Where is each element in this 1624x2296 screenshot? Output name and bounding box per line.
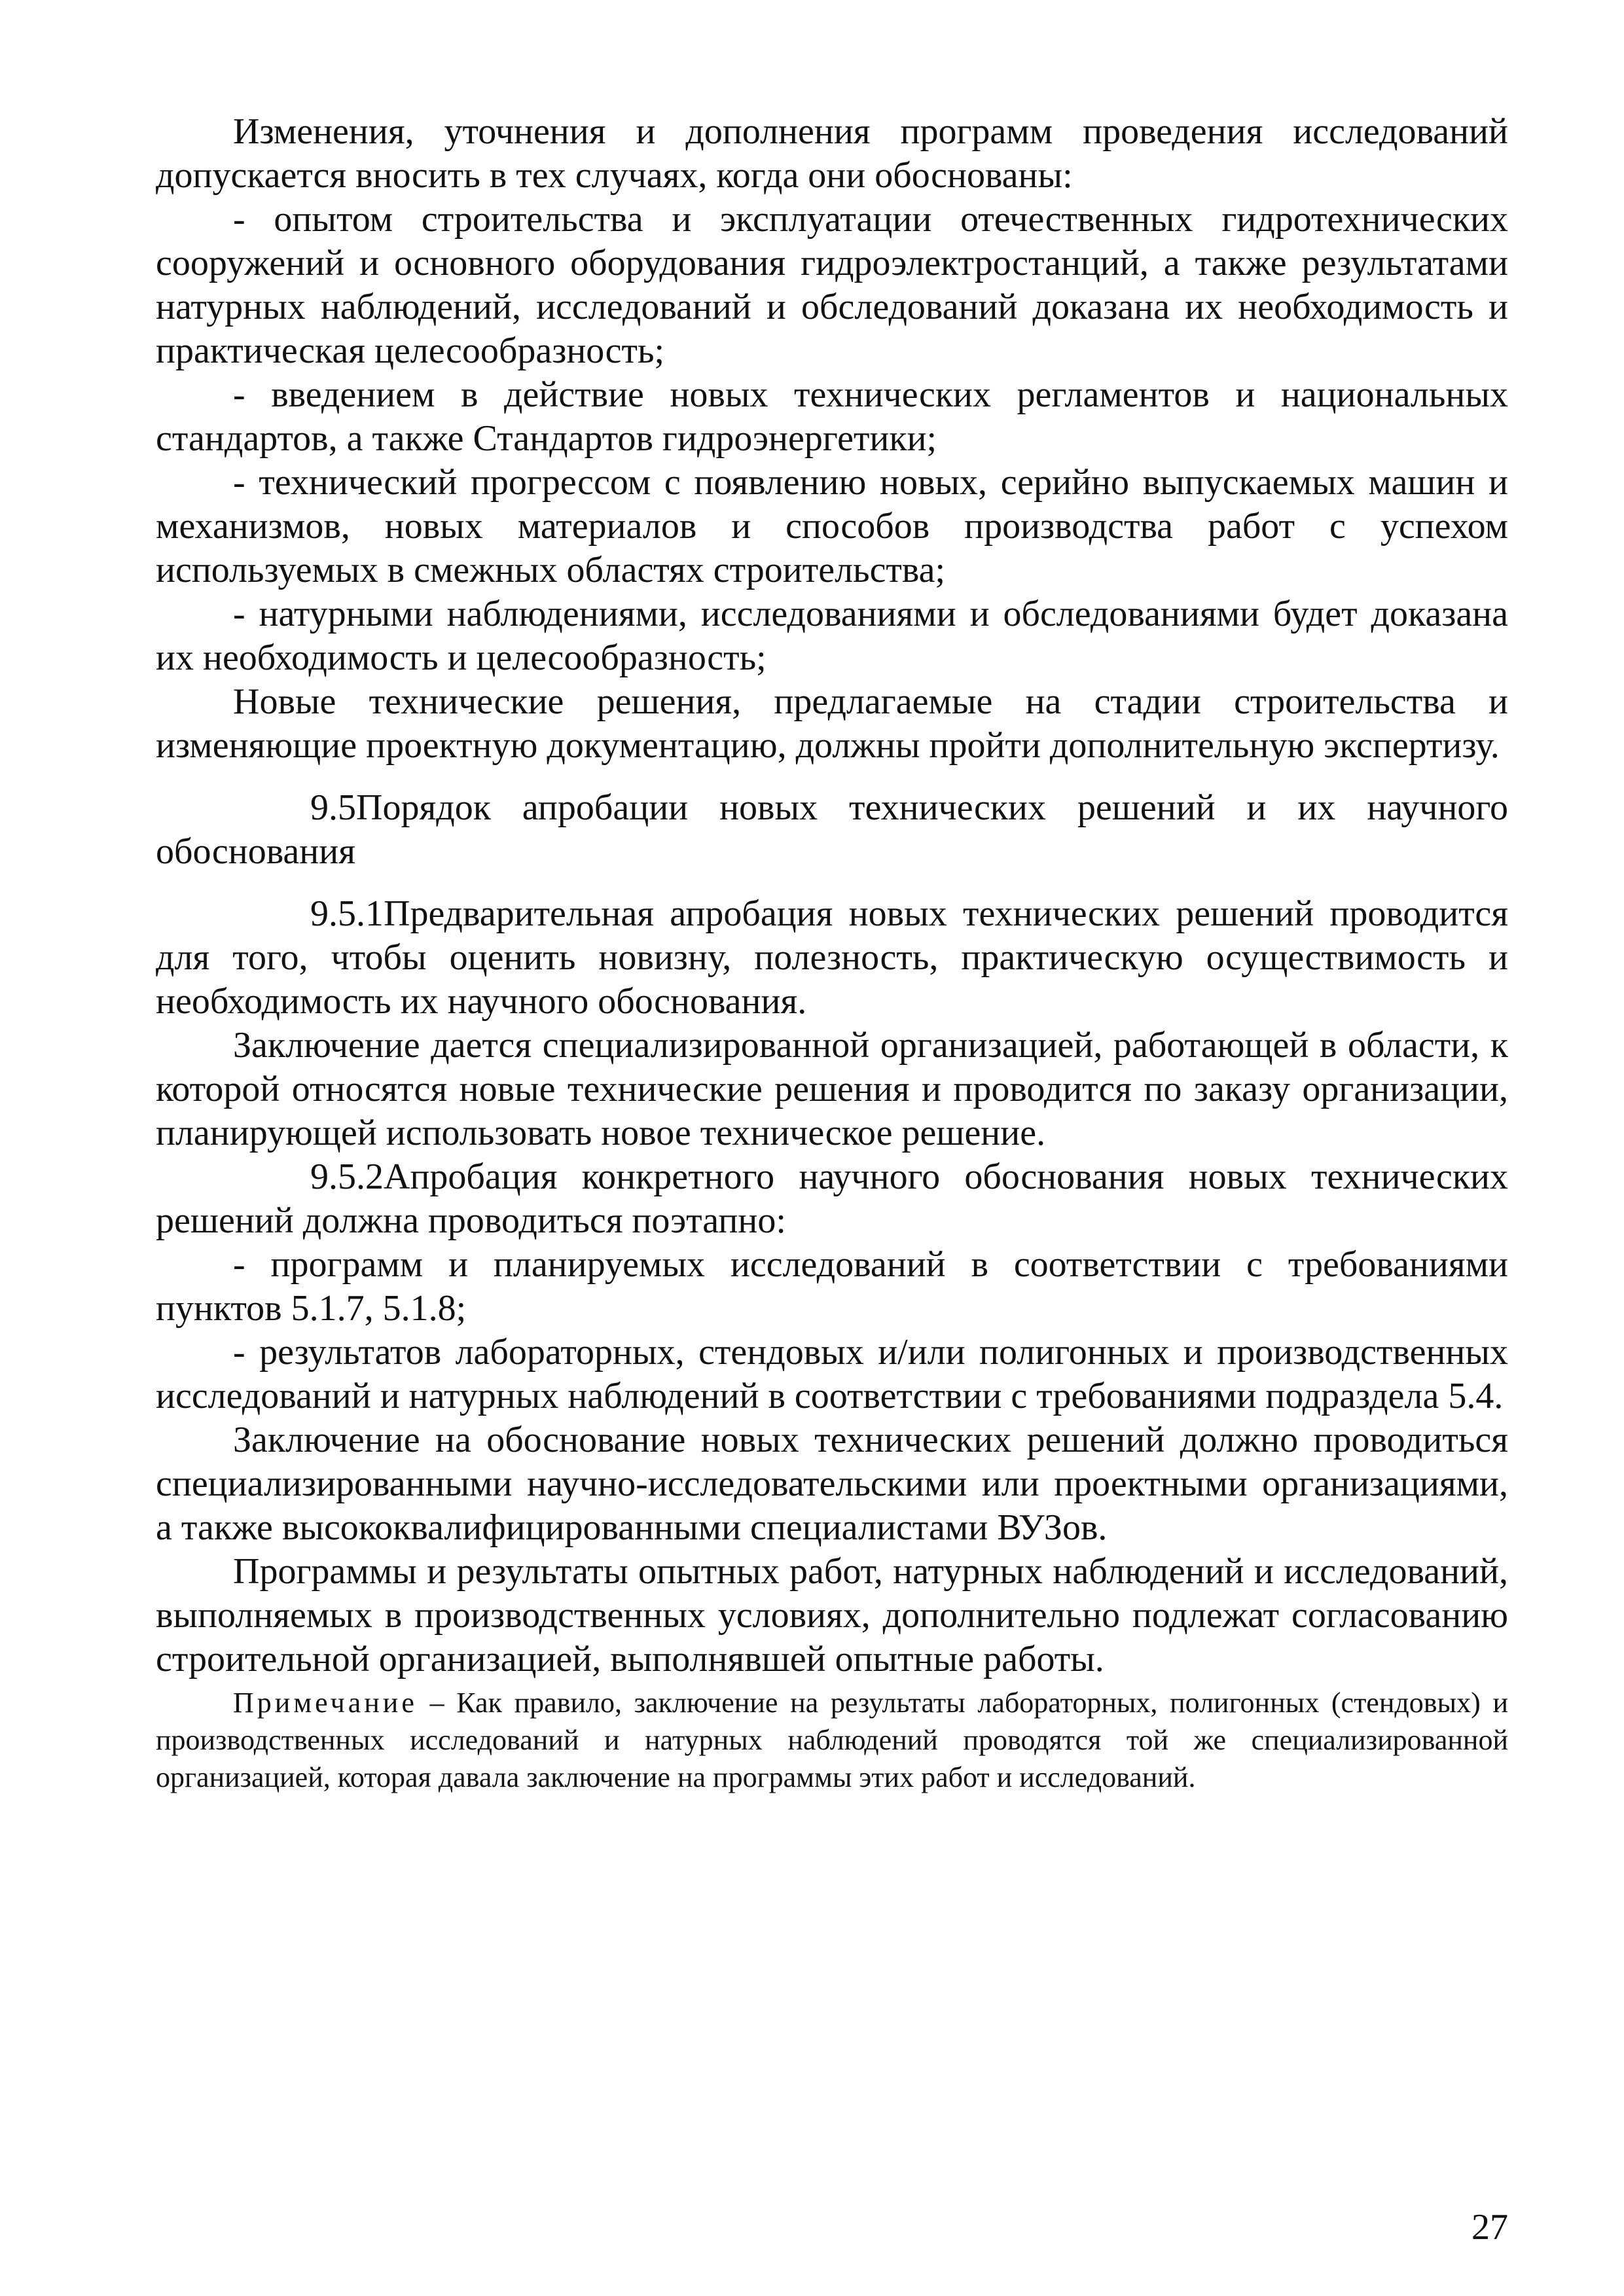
paragraph-conclusion-justification: Заключение на обоснование новых технических решений должно проводиться специализированными научно-исследовательскими или проектными организациями, а также высококвалифицированными специалистами ВУЗов. bbox=[156, 1420, 1508, 1548]
section-heading-9-5 bbox=[156, 786, 1508, 874]
paragraph-intro: Изменения, уточнения и дополнения программ проведения исследований допускается вносить в тех случаях, когда они обоснованы: bbox=[156, 111, 1508, 196]
page-number: 27 bbox=[1471, 2207, 1508, 2248]
note bbox=[156, 1684, 1508, 1796]
list-item-progress: - технический прогрессом с появлению новых, серийно выпускаемых машин и механизмов, новых материалов и способов производства работ с успехом используемых в смежных областях строительства; bbox=[156, 462, 1508, 590]
list-item-programs: - программ и планируемых исследований в соответствии с требованиями пунктов 5.1.7, 5.1.8; bbox=[156, 1244, 1508, 1329]
list-item-results: - результатов лабораторных, стендовых и/или полигонных и производственных исследований и натурных наблюдений в соответствии с требованиями подраздела 5.4. bbox=[156, 1332, 1508, 1416]
section-number: 9.5 bbox=[310, 787, 356, 828]
note-dash: – bbox=[417, 1687, 457, 1719]
note-text: Как правило, заключение на результаты лабораторных, полигонных (стендовых) и производственных исследований и натурных наблюдений проводятся той же специализированной организацией, которая давала заключение на программы этих работ и исследований. bbox=[156, 1687, 1508, 1793]
clause-number: 9.5.1 bbox=[310, 893, 384, 934]
paragraph-programs-approval: Программы и результаты опытных работ, натурных наблюдений и исследований, выполняемых в производственных условиях, дополнительно подлежат согласованию строительной организацией, выполнявшей опытные работы. bbox=[156, 1551, 1508, 1679]
clause-text: Апробация конкретного научного обоснования новых технических решений должна проводиться поэтапно: bbox=[156, 1157, 1508, 1241]
list-item-regulations: - введением в действие новых технических регламентов и национальных стандартов, а также Стандартов гидроэнергетики; bbox=[156, 374, 1508, 459]
note-label: Примечание bbox=[233, 1687, 418, 1719]
clause-9-5-1 bbox=[156, 892, 1508, 1024]
paragraph-expertise: Новые технические решения, предлагаемые на стадии строительства и изменяющие проектную документацию, должны пройти дополнительную экспертизу. bbox=[156, 681, 1508, 766]
paragraph-conclusion-given: Заключение дается специализированной организацией, работающей в области, к которой относятся новые технические решения и проводится по заказу организации, планирующей использовать новое техническое решение. bbox=[156, 1025, 1508, 1153]
list-item-observations: - натурными наблюдениями, исследованиями и обследованиями будет доказана их необходимость и целесообразность; bbox=[156, 594, 1508, 678]
clause-number: 9.5.2 bbox=[310, 1157, 384, 1197]
clause-9-5-2 bbox=[156, 1155, 1508, 1243]
section-title: Порядок апробации новых технических решений и их научного обоснования bbox=[156, 787, 1508, 872]
clause-text: Предварительная апробация новых технических решений проводится для того, чтобы оценить новизну, полезность, практическую осуществимость и необходимость их научного обоснования. bbox=[156, 893, 1508, 1022]
list-item-experience: - опытом строительства и эксплуатации отечественных гидротехнических сооружений и основного оборудования гидроэлектростанций, а также результатами натурных наблюдений, исследований и обследований доказана их необходимость и практическая целесообразность; bbox=[156, 199, 1508, 371]
document-page bbox=[156, 110, 1508, 1796]
